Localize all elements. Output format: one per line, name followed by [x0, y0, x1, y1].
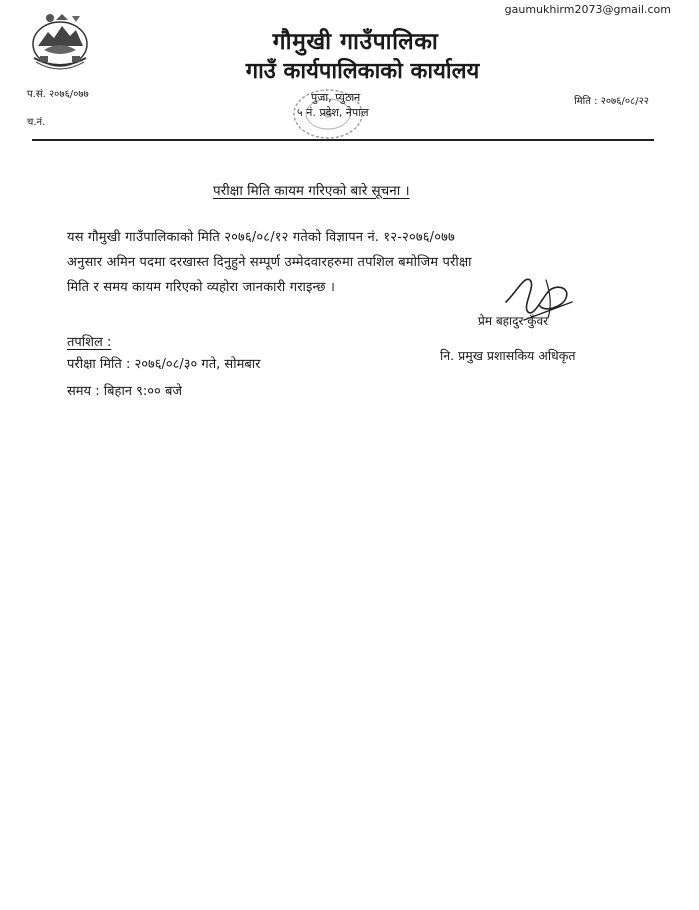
email-address: gaumukhirm2073@gmail.com	[504, 3, 671, 16]
notice-subject: परीक्षा मिति कायम गरिएको बारे सूचना ।	[213, 183, 410, 199]
reference-number: प.सं. २०७६/०७७	[27, 89, 89, 100]
notice-body-line-3: मिति र समय कायम गरिएको व्यहोरा जानकारी गराइन्छ ।	[67, 280, 336, 295]
address-line-2: ५ नं. प्रदेश, नेपाल	[297, 106, 369, 119]
dispatch-number: च.नं.	[27, 117, 46, 128]
office-title: गाउँ कार्यपालिकाको कार्यालय	[245, 59, 480, 84]
organization-name: गौमुखी गाउँपालिका	[272, 29, 439, 55]
address-line-1: पुजा, प्युठान	[311, 91, 361, 104]
notice-body-line-1: यस गौमुखी गाउँपालिकाको मिति २०७६/०८/१२ गतेको विज्ञापन नं. १२-२०७६/०७७	[67, 230, 455, 245]
signatory-name: प्रेम बहादुर कुँवर	[478, 314, 549, 328]
details-heading: तपशिल :	[67, 335, 112, 350]
exam-time: समय : बिहान ९:०० बजे	[67, 384, 183, 399]
exam-date: परीक्षा मिति : २०७६/०८/३० गते, सोमबार	[67, 357, 261, 372]
issue-date: मिति : २०७६/०८/२२	[574, 96, 649, 107]
notice-body-line-2: अनुसार अमिन पदमा दरखास्त दिनुहुने सम्पूर्ण उम्मेदवारहरुमा तपशिल बमोजिम परीक्षा	[67, 255, 472, 270]
header-divider	[32, 139, 654, 141]
signatory-designation: नि. प्रमुख प्रशासकिय अधिकृत	[440, 348, 576, 363]
